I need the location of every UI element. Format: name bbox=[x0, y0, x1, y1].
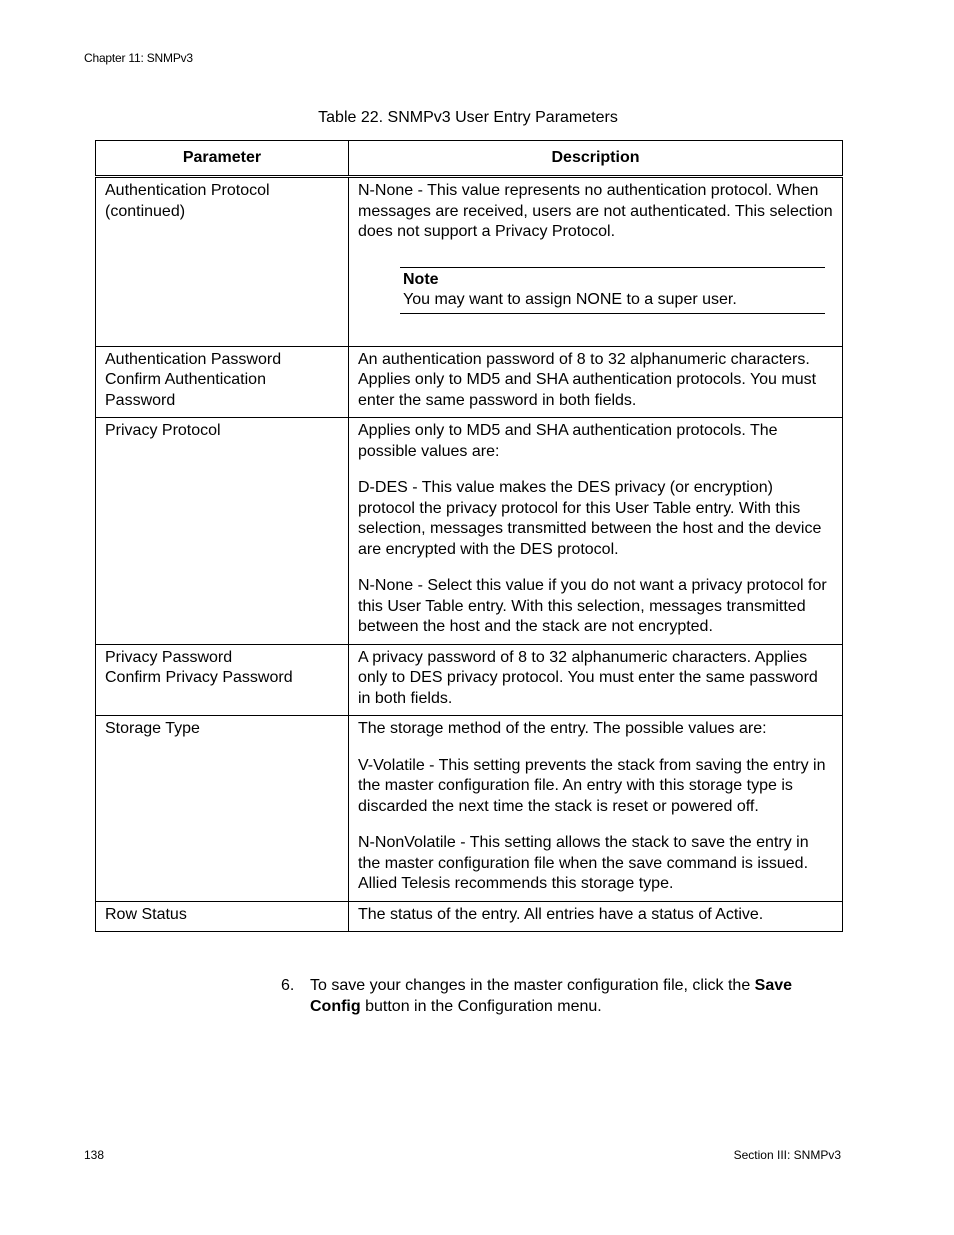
running-head-chapter: Chapter 11: SNMPv3 bbox=[84, 51, 193, 65]
parameters-table bbox=[95, 140, 843, 932]
description-paragraph: N-None - This value represents no authentication protocol. When messages are received, users are not authenticated. This selection does not support a Privacy Protocol. bbox=[358, 182, 833, 240]
description-cell bbox=[349, 716, 843, 902]
step-text bbox=[310, 975, 841, 1017]
description-paragraph: V-Volatile - This setting prevents the stack from saving the entry in the master configuration file. An entry with this storage type is discarded the next time the stack is reset or powered off. bbox=[358, 756, 826, 815]
parameter-line: Confirm Privacy Password bbox=[105, 669, 293, 686]
parameter-cell bbox=[96, 177, 349, 347]
description-paragraph: A privacy password of 8 to 32 alphanumeric characters. Applies only to DES privacy protocol. You must enter the same password in both fields. bbox=[358, 648, 818, 707]
step-text-before: To save your changes in the master configuration file, click the bbox=[310, 977, 755, 994]
note-text: You may want to assign NONE to a super user. bbox=[403, 291, 737, 308]
column-header-parameter: Parameter bbox=[96, 141, 349, 177]
step-text-after: button in the Configuration menu. bbox=[360, 998, 602, 1015]
parameter-cell bbox=[96, 418, 349, 645]
parameter-cell bbox=[96, 901, 349, 932]
table-row bbox=[96, 177, 843, 347]
description-paragraph: N-NonVolatile - This setting allows the stack to save the entry in the master configuration file when the save command is issued. Allied Telesis recommends this storage type. bbox=[358, 834, 809, 892]
description-cell bbox=[349, 346, 843, 418]
description-paragraph: The status of the entry. All entries have a status of Active. bbox=[358, 905, 764, 923]
parameter-line: Password bbox=[105, 391, 176, 409]
step-number: 6. bbox=[281, 977, 295, 994]
table-row bbox=[96, 901, 843, 932]
description-paragraph: D-DES - This value makes the DES privacy (or encryption) protocol the privacy protocol for this User Table entry. With this selection, messages transmitted between the host and the device are encrypted with the DES protocol. bbox=[358, 479, 822, 558]
description-paragraph: An authentication password of 8 to 32 alphanumeric characters. Applies only to MD5 and SHA authentication protocols. You must enter the same password in both fields. bbox=[358, 350, 817, 409]
page-number: 138 bbox=[84, 1148, 105, 1162]
description-cell bbox=[349, 418, 843, 645]
parameter-line: Authentication Password bbox=[105, 350, 282, 368]
note-title: Note bbox=[403, 270, 439, 288]
description-paragraph: N-None - Select this value if you do not want a privacy protocol for this User Table entry. With this selection, messages transmitted between the host and the stack are not encrypted. bbox=[358, 577, 827, 635]
running-foot-section: Section III: SNMPv3 bbox=[733, 1148, 841, 1162]
table-row bbox=[96, 716, 843, 902]
parameter-cell bbox=[96, 644, 349, 716]
note-box bbox=[400, 267, 825, 314]
table-caption: Table 22. SNMPv3 User Entry Parameters bbox=[318, 109, 618, 126]
table-row bbox=[96, 418, 843, 645]
column-header-description: Description bbox=[349, 141, 843, 177]
parameter-line: Storage Type bbox=[105, 720, 200, 737]
parameter-line: Privacy Password bbox=[105, 648, 233, 666]
description-paragraph: Applies only to MD5 and SHA authentication protocols. The possible values are: bbox=[358, 422, 778, 460]
procedure-step bbox=[281, 975, 841, 1017]
parameter-line: Authentication Protocol bbox=[105, 182, 270, 199]
description-paragraph: The storage method of the entry. The possible values are: bbox=[358, 720, 767, 737]
description-cell bbox=[349, 901, 843, 932]
save-config-term: Save Config bbox=[310, 977, 793, 1015]
parameter-line: Confirm Authentication bbox=[105, 371, 266, 388]
table-row bbox=[96, 644, 843, 716]
parameter-line: Privacy Protocol bbox=[105, 422, 221, 439]
table-row bbox=[96, 346, 843, 418]
parameter-cell bbox=[96, 716, 349, 902]
description-cell bbox=[349, 644, 843, 716]
parameter-cell bbox=[96, 346, 349, 418]
parameter-line: (continued) bbox=[105, 202, 186, 220]
description-cell bbox=[349, 177, 843, 347]
table-header-row bbox=[96, 141, 843, 177]
parameter-line: Row Status bbox=[105, 905, 187, 923]
